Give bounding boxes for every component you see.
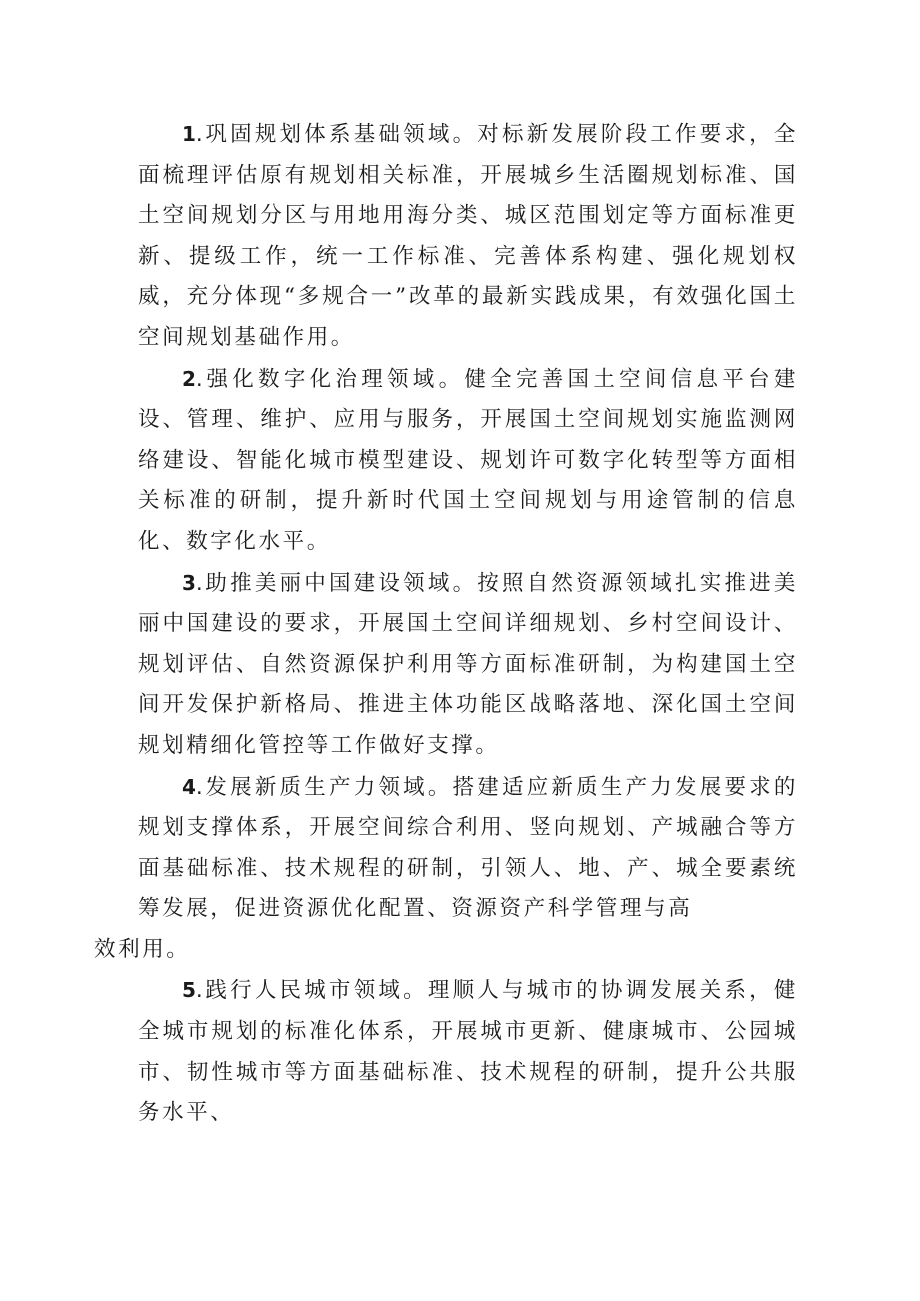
paragraph-number: 3 [182,570,196,595]
paragraph-1 [138,114,798,359]
paragraph-text: 发展新质生产力领域。搭建适应新质生产力发展要求的规划支撑体系，开展空间综合利用、竖向规划、产城融合等方面基础标准、技术规程的研制，引领人、地、产、城全要素统筹发展，促进资源优化配置、资源资产科学管理与高 [138,774,798,922]
paragraph-2 [138,359,798,563]
paragraph-number: 2 [182,366,196,391]
paragraph-text: 践行人民城市领域。理顺人与城市的协调发展关系，健全城市规划的标准化体系，开展城市更新、健康城市、公园城市、韧性城市等方面基础标准、技术规程的研制，提升公共服务水平、 [138,978,798,1126]
paragraph-5 [138,970,798,1133]
paragraph-text-continued: 效利用。 [94,936,191,962]
paragraph-separator: . [195,570,203,596]
paragraph-separator: . [195,122,203,147]
paragraph-separator: . [195,978,203,1004]
paragraph-number: 1 [182,122,196,146]
paragraph-3 [138,563,798,767]
document-body [94,114,798,1134]
paragraph-number: 4 [182,774,196,799]
paragraph-text: 巩固规划体系基础领域。对标新发展阶段工作要求，全面梳理评估原有规划相关标准，开展城乡生活圈规划标准、国土空间规划分区与用地用海分类、城区范围划定等方面标准更新、提级工作，统一工作标准、完善体系构建、强化规划权威，充分体现“多规合一”改革的最新实践成果，有效强化国土空间规划基础作用。 [138,122,798,350]
paragraph-text: 助推美丽中国建设领域。按照自然资源领域扎实推进美丽中国建设的要求，开展国土空间详细规划、乡村空间设计、规划评估、自然资源保护利用等方面标准研制，为构建国土空间开发保护新格局、推进主体功能区战略落地、深化国土空间规划精细化管控等工作做好支撑。 [138,570,798,758]
paragraph-number: 5 [182,978,196,1003]
paragraph-text: 强化数字化治理领域。健全完善国土空间信息平台建设、管理、维护、应用与服务，开展国土空间规划实施监测网络建设、智能化城市模型建设、规划许可数字化转型等方面相关标准的研制，提升新时代国土空间规划与用途管制的信息化、数字化水平。 [138,366,798,554]
paragraph-4 [94,767,798,971]
paragraph-separator: . [195,366,203,392]
paragraph-separator: . [195,774,203,800]
